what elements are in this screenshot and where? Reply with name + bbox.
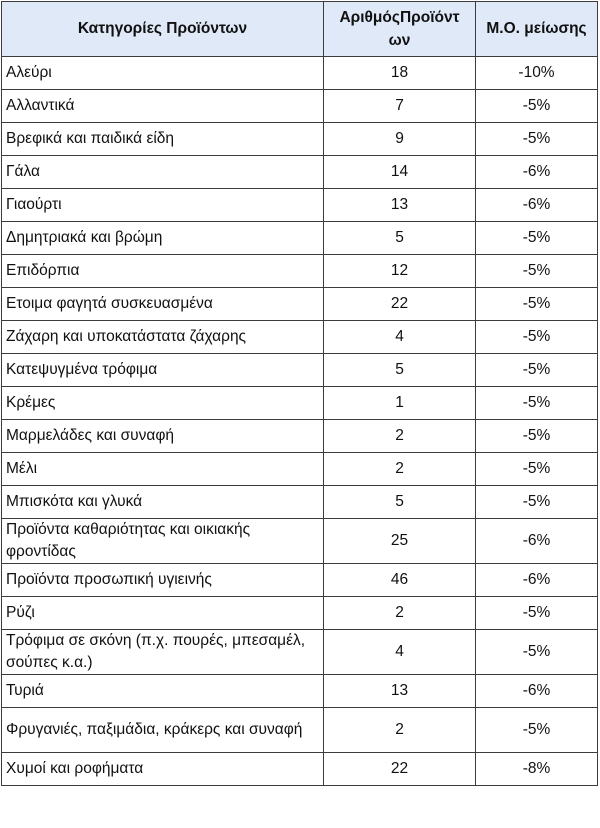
product-count-cell: 22: [324, 288, 476, 321]
category-cell: Ζάχαρη και υποκατάστατα ζάχαρης: [2, 321, 324, 354]
product-count-cell: 5: [324, 222, 476, 255]
product-count-cell: 13: [324, 675, 476, 708]
product-categories-table: [1, 1, 598, 786]
header-product-count-line2: ων: [388, 32, 411, 49]
category-cell: Μπισκότα και γλυκά: [2, 486, 324, 519]
category-cell: Μαρμελάδες και συναφή: [2, 420, 324, 453]
table-row: [2, 288, 598, 321]
table-row: [2, 708, 598, 753]
product-count-cell: 22: [324, 753, 476, 786]
header-product-count: [324, 2, 476, 57]
product-count-cell: 4: [324, 321, 476, 354]
product-count-cell: 2: [324, 453, 476, 486]
category-cell: Προϊόντα καθαριότητας και οικιακής φροντίδας: [2, 519, 324, 564]
category-cell: Τυριά: [2, 675, 324, 708]
header-product-count-line1: ΑριθμόςΠροϊόντ: [339, 9, 460, 26]
product-count-cell: 9: [324, 123, 476, 156]
product-count-cell: 46: [324, 564, 476, 597]
product-count-cell: 5: [324, 486, 476, 519]
category-cell: Τρόφιμα σε σκόνη (π.χ. πουρές, μπεσαμέλ, σούπες κ.α.): [2, 630, 324, 675]
average-reduction-cell: -5%: [476, 708, 598, 753]
table-row: [2, 222, 598, 255]
product-count-cell: 2: [324, 708, 476, 753]
category-cell: Επιδόρπια: [2, 255, 324, 288]
category-cell: Γιαούρτι: [2, 189, 324, 222]
average-reduction-cell: -5%: [476, 123, 598, 156]
average-reduction-cell: -6%: [476, 519, 598, 564]
product-count-cell: 18: [324, 57, 476, 90]
table-row: [2, 597, 598, 630]
table-row: [2, 123, 598, 156]
average-reduction-cell: -6%: [476, 156, 598, 189]
average-reduction-cell: -5%: [476, 222, 598, 255]
average-reduction-cell: -5%: [476, 420, 598, 453]
table-row: [2, 519, 598, 564]
average-reduction-cell: -8%: [476, 753, 598, 786]
average-reduction-cell: -6%: [476, 564, 598, 597]
category-cell: Κρέμες: [2, 387, 324, 420]
table-row: [2, 321, 598, 354]
product-count-cell: 25: [324, 519, 476, 564]
average-reduction-cell: -5%: [476, 90, 598, 123]
product-count-cell: 5: [324, 354, 476, 387]
table-row: [2, 90, 598, 123]
category-cell: Χυμοί και ροφήματα: [2, 753, 324, 786]
product-count-cell: 4: [324, 630, 476, 675]
category-cell: Γάλα: [2, 156, 324, 189]
product-count-cell: 1: [324, 387, 476, 420]
average-reduction-cell: -10%: [476, 57, 598, 90]
table-row: [2, 564, 598, 597]
product-count-cell: 13: [324, 189, 476, 222]
table-row: [2, 57, 598, 90]
table-row: [2, 387, 598, 420]
product-count-cell: 2: [324, 597, 476, 630]
average-reduction-cell: -5%: [476, 630, 598, 675]
average-reduction-cell: -6%: [476, 675, 598, 708]
table-row: [2, 630, 598, 675]
table-body: [2, 57, 598, 786]
table-row: [2, 675, 598, 708]
average-reduction-cell: -5%: [476, 597, 598, 630]
category-cell: Δημητριακά και βρώμη: [2, 222, 324, 255]
product-count-cell: 2: [324, 420, 476, 453]
category-cell: Ρύζι: [2, 597, 324, 630]
average-reduction-cell: -5%: [476, 288, 598, 321]
header-category: Κατηγορίες Προϊόντων: [2, 2, 324, 57]
average-reduction-cell: -5%: [476, 321, 598, 354]
product-count-cell: 7: [324, 90, 476, 123]
average-reduction-cell: -5%: [476, 387, 598, 420]
product-count-cell: 12: [324, 255, 476, 288]
table-header-row: [2, 2, 598, 57]
category-cell: Αλεύρι: [2, 57, 324, 90]
average-reduction-cell: -5%: [476, 255, 598, 288]
category-cell: Φρυγανιές, παξιμάδια, κράκερς και συναφή: [2, 708, 324, 753]
category-cell: Προϊόντα προσωπική υγιεινής: [2, 564, 324, 597]
table-row: [2, 354, 598, 387]
average-reduction-cell: -5%: [476, 354, 598, 387]
product-count-cell: 14: [324, 156, 476, 189]
average-reduction-cell: -6%: [476, 189, 598, 222]
header-average-reduction: Μ.Ο. μείωσης: [476, 2, 598, 57]
category-cell: Μέλι: [2, 453, 324, 486]
average-reduction-cell: -5%: [476, 453, 598, 486]
category-cell: Βρεφικά και παιδικά είδη: [2, 123, 324, 156]
category-cell: Κατεψυγμένα τρόφιμα: [2, 354, 324, 387]
table-row: [2, 420, 598, 453]
table-row: [2, 156, 598, 189]
table-row: [2, 486, 598, 519]
table-row: [2, 753, 598, 786]
average-reduction-cell: -5%: [476, 486, 598, 519]
category-cell: Αλλαντικά: [2, 90, 324, 123]
category-cell: Ετοιμα φαγητά συσκευασμένα: [2, 288, 324, 321]
table-row: [2, 255, 598, 288]
table-row: [2, 189, 598, 222]
table-row: [2, 453, 598, 486]
